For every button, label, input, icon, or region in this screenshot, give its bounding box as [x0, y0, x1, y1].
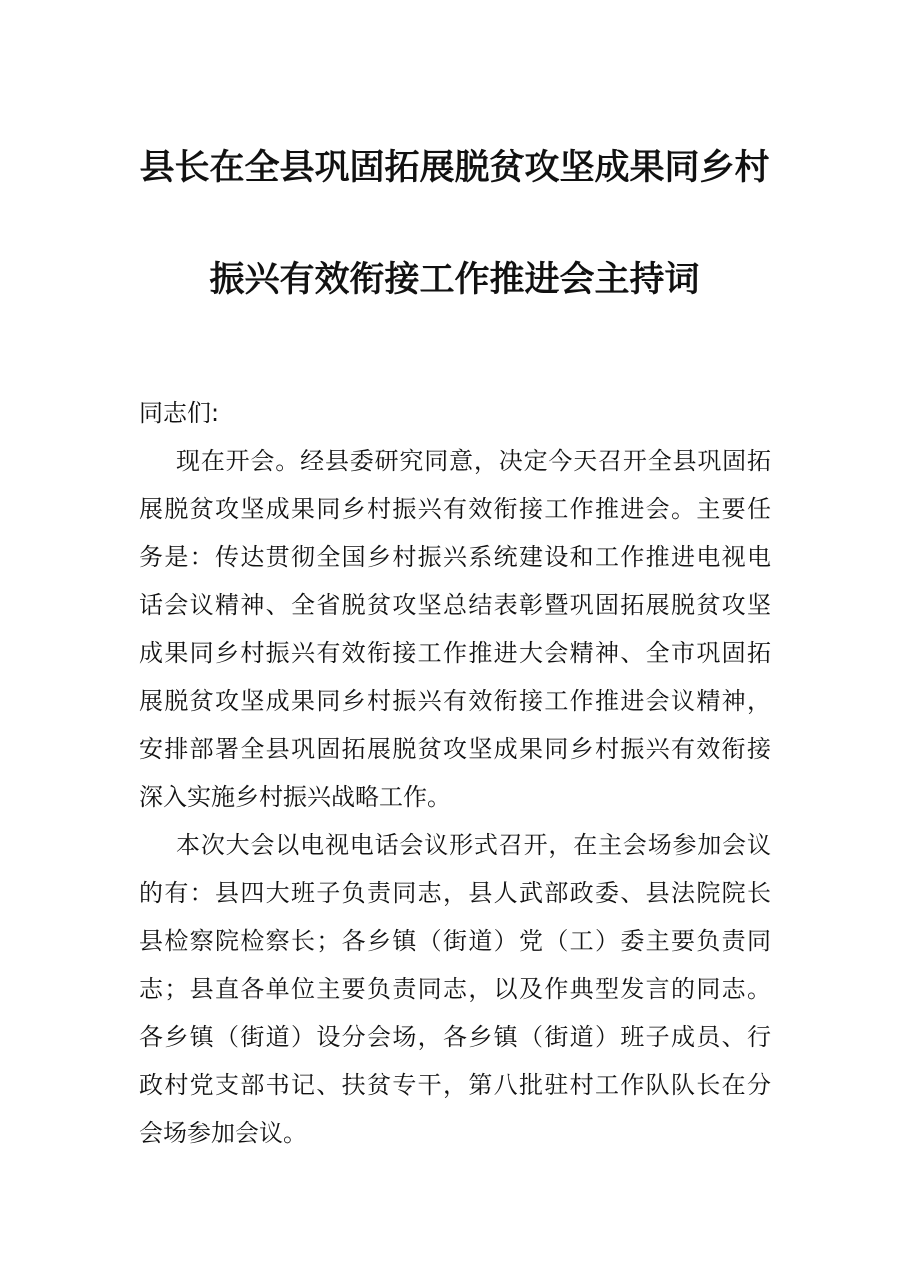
paragraph-1-line: 成果同乡村振兴有效衔接工作推进大会精神、全市巩固拓 [139, 639, 771, 667]
paragraph-1-line: 展脱贫攻坚成果同乡村振兴有效衔接工作推进会。主要任 [139, 495, 771, 523]
paragraph-1-line: 现在开会。经县委研究同意，决定今天召开全县巩固拓 [176, 447, 771, 475]
salutation: 同志们: [139, 399, 220, 427]
paragraph-2-line: 会场参加会议。 [139, 1119, 307, 1147]
paragraph-2-line: 各乡镇（街道）设分会场，各乡镇（街道）班子成员、行 [139, 1023, 771, 1051]
paragraph-2-line: 县检察院检察长；各乡镇（街道）党（工）委主要负责同 [139, 927, 771, 955]
paragraph-1-line: 话会议精神、全省脱贫攻坚总结表彰暨巩固拓展脱贫攻坚 [139, 591, 771, 619]
paragraph-1-line: 展脱贫攻坚成果同乡村振兴有效衔接工作推进会议精神， [139, 687, 771, 715]
paragraph-1-line: 深入实施乡村振兴战略工作。 [139, 783, 451, 811]
paragraph-1-line: 务是：传达贯彻全国乡村振兴系统建设和工作推进电视电 [139, 543, 771, 571]
paragraph-2-line: 本次大会以电视电话会议形式召开，在主会场参加会议 [176, 831, 771, 859]
paragraph-1-line: 安排部署全县巩固拓展脱贫攻坚成果同乡村振兴有效衔接 [139, 735, 771, 763]
paragraph-2-line: 政村党支部书记、扶贫专干，第八批驻村工作队队长在分 [139, 1071, 771, 1099]
paragraph-2-line: 志；县直各单位主要负责同志，以及作典型发言的同志。 [139, 975, 771, 1003]
paragraph-2-line: 的有：县四大班子负责同志，县人武部政委、县法院院长 [139, 879, 771, 907]
document-title-line-2: 振兴有效衔接工作推进会主持词 [209, 259, 700, 300]
document-title-line-1: 县长在全县巩固拓展脱贫攻坚成果同乡村 [139, 147, 770, 188]
